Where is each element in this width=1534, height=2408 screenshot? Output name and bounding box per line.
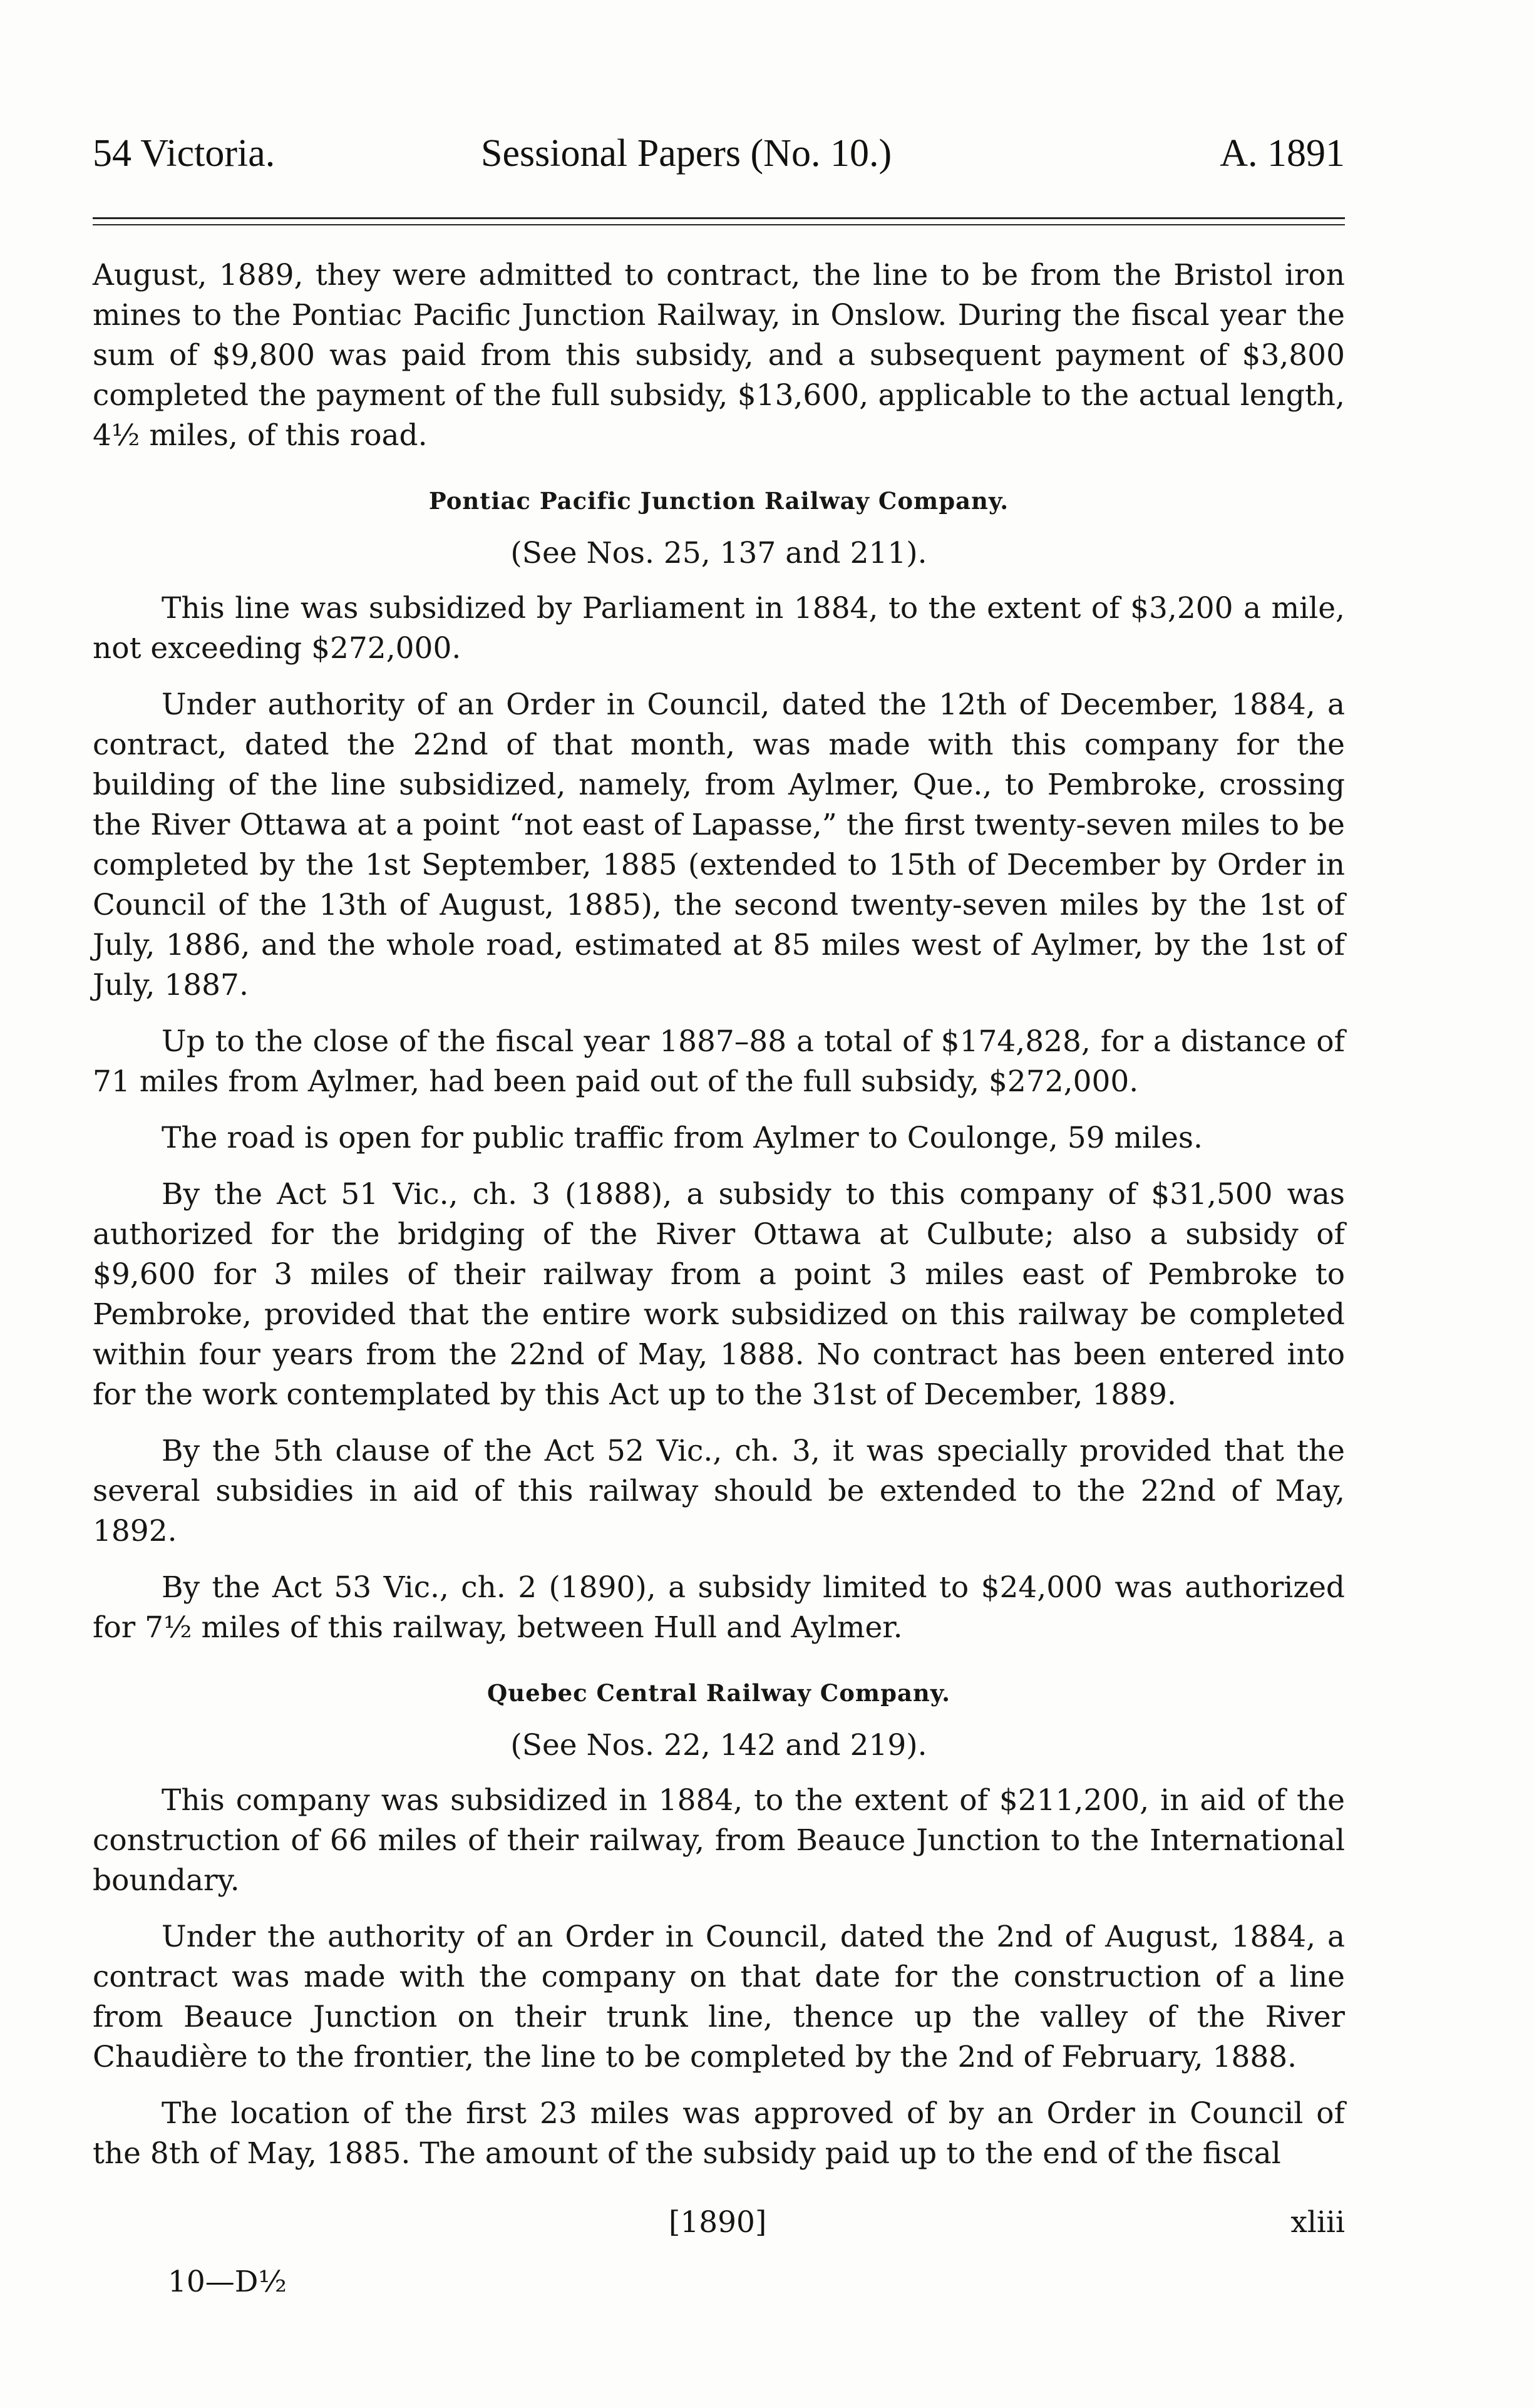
header-year: A. 1891 bbox=[1220, 132, 1345, 175]
paragraph: This company was subsidized in 1884, to the extent of $211,200, in aid of the construction of 66 miles of their railway, from Beauce Junction to the International boundary. bbox=[93, 1783, 1345, 1898]
section-reference-pontiac: (See Nos. 25, 137 and 211). bbox=[510, 536, 927, 570]
page-header bbox=[93, 131, 1345, 194]
paragraph: By the Act 53 Vic., ch. 2 (1890), a subsidy limited to $24,000 was authorized for 7½ miles of this railway, between Hull and Aylmer. bbox=[93, 1570, 1345, 1645]
header-session: 54 Victoria. bbox=[93, 132, 275, 175]
paragraph: The location of the first 23 miles was approved of by an Order in Council of the 8th of May, 1885. The amount of the subsidy paid up to the end of the fiscal bbox=[93, 2096, 1345, 2171]
header-rule-double bbox=[93, 224, 1345, 225]
paragraph: The road is open for public traffic from Aylmer to Coulonge, 59 miles. bbox=[162, 1121, 1203, 1155]
signature-mark: 10—D½ bbox=[168, 2265, 287, 2299]
page-number: xliii bbox=[1290, 2205, 1345, 2240]
paragraph: By the Act 51 Vic., ch. 3 (1888), a subsidy to this company of $31,500 was authorized for the bridging of the River Ottawa at Culbute; also a subsidy of $9,600 for 3 miles of their railway from a point 3 miles east of Pembroke to Pembroke, provided that the entire work subsidized on this railway be completed within four years from the 22nd of May, 1888. No contract has been entered into for the work contemplated by this Act up to the 31st of December, 1889. bbox=[93, 1177, 1345, 1412]
paragraph: Up to the close of the fiscal year 1887–88 a total of $174,828, for a distance of 71 miles from Aylmer, had been paid out of the full subsidy, $272,000. bbox=[93, 1024, 1345, 1099]
footer-year: [1890] bbox=[669, 2205, 767, 2240]
document-body bbox=[93, 255, 1345, 2190]
paragraph: By the 5th clause of the Act 52 Vic., ch. 3, it was specially provided that the several subsidies in aid of this railway should be extended to the 22nd of May, 1892. bbox=[93, 1434, 1345, 1548]
section-heading-pontiac: Pontiac Pacific Junction Railway Company. bbox=[428, 487, 1009, 515]
section-reference-quebec: (See Nos. 22, 142 and 219). bbox=[510, 1728, 927, 1762]
paragraph: Under the authority of an Order in Council, dated the 2nd of August, 1884, a contract was made with the company on that date for the construction of a line from Beauce Junction on their trunk line, thence up the valley of the River Chaudière to the frontier, the line to be completed by the 2nd of February, 1888. bbox=[93, 1920, 1345, 2074]
paragraph: This line was subsidized by Parliament in 1884, to the extent of $3,200 a mile, not exceeding $272,000. bbox=[93, 591, 1345, 666]
page-footer bbox=[93, 2205, 1345, 2299]
paragraph: Under authority of an Order in Council, dated the 12th of December, 1884, a contract, dated the 22nd of that month, was made with this company for the building of the line subsidized, namely, from Aylmer, Que., to Pembroke, crossing the River Ottawa at a point “not east of Lapasse,” the first twenty-seven miles to be completed by the 1st September, 1885 (extended to 15th of December by Order in Council of the 13th of August, 1885), the second twenty-seven miles by the 1st of July, 1886, and the whole road, estimated at 85 miles west of Aylmer, by the 1st of July, 1887. bbox=[93, 687, 1345, 1002]
section-heading-quebec: Quebec Central Railway Company. bbox=[487, 1679, 950, 1707]
header-title: Sessional Papers (No. 10.) bbox=[481, 132, 892, 175]
paragraph: August, 1889, they were admitted to contract, the line to be from the Bristol iron mines to the Pontiac Pacific Junction Railway, in Onslow. During the fiscal year the sum of $9,800 was paid from this subsidy, and a subsequent payment of $3,800 completed the payment of the full subsidy, $13,600, applicable to the actual length, 4½ miles, of this road. bbox=[93, 258, 1345, 453]
header-rule bbox=[93, 217, 1345, 219]
